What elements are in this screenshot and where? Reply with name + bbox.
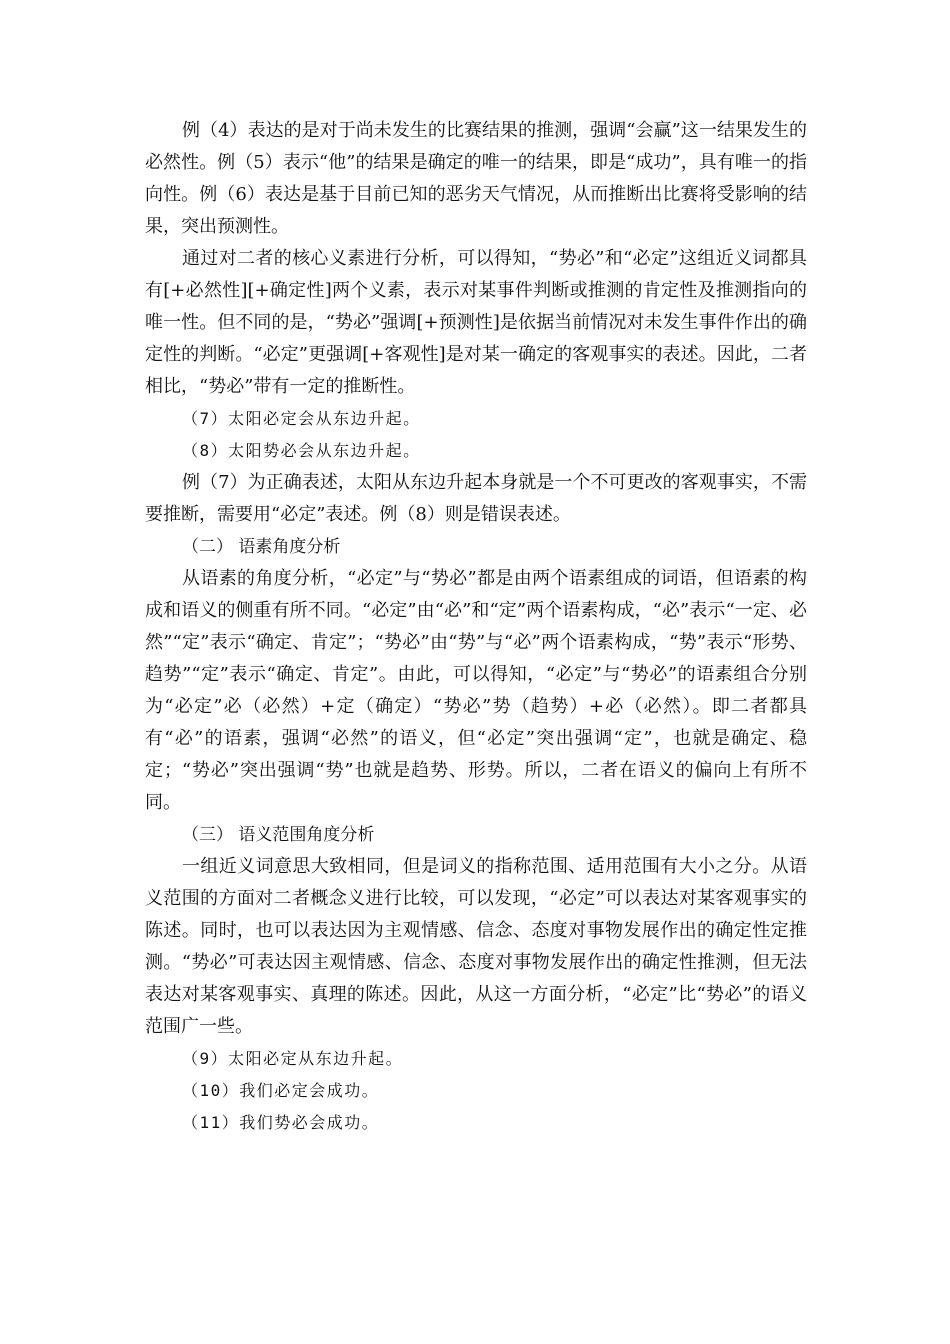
example-9: （9）太阳必定从东边升起。: [182, 1049, 404, 1068]
example-8: （8）太阳势必会从东边升起。: [182, 441, 421, 460]
paragraph-semantic-scope: 一组近义词意思大致相同，但是词义的指称范围、适用范围有大小之分。从语义范围的方面对二者概念义进行比较，可以发现，“必定”可以表达对某客观事实的陈述。同时，也可以表达因为主观情感、信念、态度对事物发展作出的确定性定推测。“势必”可表达因主观情感、信念、态度对事物发展作出的确定性推测，但无法表达对某客观事实、真理的陈述。因此，从这一方面分析，“必定”比“势必”的语义范围广一些。: [145, 856, 807, 1037]
example-7: （7）太阳必定会从东边升起。: [182, 409, 421, 428]
paragraph-examples-4-6: 例（4）表达的是对于尚未发生的比赛结果的推测，强调“会赢”这一结果发生的必然性。例（5）表示“他”的结果是确定的唯一的结果，即是“成功”，具有唯一的指向性。例（6）表达是基于目前已知的恶劣天气情况，从而推断出比赛将受影响的结果，突出预测性。: [145, 120, 807, 237]
document-page: [145, 115, 807, 1139]
paragraph-examples-7-8: 例（7）为正确表述，太阳从东边升起本身就是一个不可更改的客观事实，不需要推断，需要用“必定”表述。例（8）则是错误表述。: [145, 472, 807, 525]
example-11: （11）我们势必会成功。: [182, 1113, 380, 1132]
paragraph-core-semes: 通过对二者的核心义素进行分析，可以得知，“势必”和“必定”这组近义词都具有[+必然性][+确定性]两个义素，表示对某事件判断或推测的肯定性及推测指向的唯一性。但不同的是，“势必”强调[+预测性]是依据当前情况对未发生事件作出的确定性的判断。“必定”更强调[+客观性]是对某一确定的客观事实的表述。因此，二者相比，“势必”带有一定的推断性。: [145, 248, 807, 397]
section-heading-morpheme: （二） 语素角度分析: [182, 537, 341, 557]
paragraph-morpheme-analysis: 从语素的角度分析，“必定”与“势必”都是由两个语素组成的词语，但语素的构成和语义的侧重有所不同。“必定”由“必”和“定”两个语素构成，“必”表示“一定、必然”“定”表示“确定、肯定”；“势必”由“势”与“必”两个语素构成，“势”表示“形势、趋势”“定”表示“确定、肯定”。由此，可以得知，“必定”与“势必”的语素组合分别为“必定”必（必然）+定（确定）“势必”势（趋势）+必（必然）。即二者都具有“必”的语素，强调“必然”的语义，但“必定”突出强调“定”，也就是确定、稳定；“势必”突出强调“势”也就是趋势、形势。所以，二者在语义的偏向上有所不同。: [145, 568, 807, 813]
example-10: （10）我们必定会成功。: [182, 1081, 380, 1100]
section-heading-semantic-scope: （三） 语义范围角度分析: [182, 825, 375, 845]
